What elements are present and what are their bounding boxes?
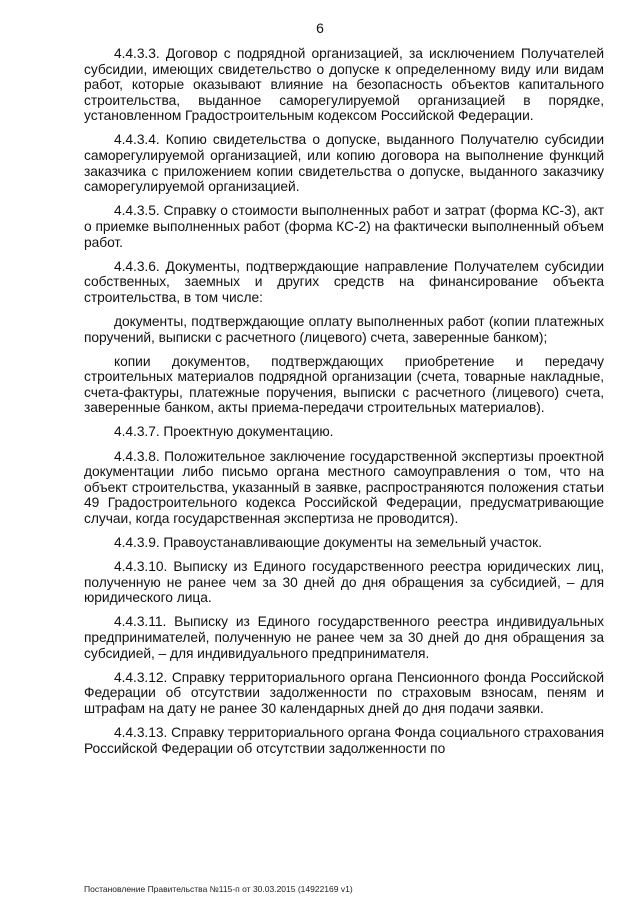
paragraph-4-4-3-12: 4.4.3.12. Справку территориального органа Пенсионного фонда Российской Федерации об отсутствии задолженности по страховым взносам, пеням и штрафам на дату не ранее 30 календарных дней до дня подачи заявки.: [84, 669, 604, 716]
paragraph-4-4-3-5: 4.4.3.5. Справку о стоимости выполненных работ и затрат (форма КС-3), акт о приемке выполненных работ (форма КС-2) на фактически выполненный объем работ.: [84, 203, 604, 250]
paragraph-4-4-3-8: 4.4.3.8. Положительное заключение государственной экспертизы проектной документации либо письмо органа местного самоуправления о том, что на объект строительства, указанный в заявке, распространяются положения статьи 49 Градостроительного кодекса Российской Федерации, предусматривающие случаи, когда государственная экспертиза не проводится).: [84, 448, 604, 526]
paragraph-4-4-3-13: 4.4.3.13. Справку территориального органа Фонда социального страхования Российской Федерации об отсутствии задолженности по: [84, 724, 604, 756]
paragraph-4-4-3-4: 4.4.3.4. Копию свидетельства о допуске, выданного Получателю субсидии саморегулируемой организацией, или копию договора на выполнение функций заказчика с приложением копии свидетельства о допуске, выданного заказчику саморегулируемой организацией.: [84, 132, 604, 195]
paragraph-4-4-3-6: 4.4.3.6. Документы, подтверждающие направление Получателем субсидии собственных, заемных и других средств на финансирование объекта строительства, в том числе:: [84, 258, 604, 305]
paragraph-material-documents: копии документов, подтверждающих приобретение и передачу строительных материалов подрядной организации (счета, товарные накладные, счета-фактуры, платежные поручения, выписки с расчетного (лицевого) счета, заверенные банком, акты приема-передачи строительных материалов).: [84, 353, 604, 416]
page-footer: Постановление Правительства №115-п от 30.03.2015 (14922169 v1): [84, 884, 353, 894]
paragraph-4-4-3-3: 4.4.3.3. Договор с подрядной организацией, за исключением Получателей субсидии, имеющих свидетельство о допуске к определенному виду или видам работ, которые оказывают влияние на безопасность объектов капитального строительства, выданное саморегулируемой организацией в порядке, установленном Градостроительным кодексом Российской Федерации.: [84, 46, 604, 124]
document-body: [84, 46, 604, 765]
paragraph-4-4-3-11: 4.4.3.11. Выписку из Единого государственного реестра индивидуальных предпринимателей, полученную не ранее чем за 30 дней до дня обращения за субсидией, – для индивидуального предпринимателя.: [84, 614, 604, 661]
page-number: 6: [316, 20, 324, 36]
paragraph-4-4-3-7: 4.4.3.7. Проектную документацию.: [114, 424, 334, 440]
paragraph-4-4-3-9: 4.4.3.9. Правоустанавливающие документы на земельный участок.: [114, 535, 542, 551]
paragraph-4-4-3-10: 4.4.3.10. Выписку из Единого государственного реестра юридических лиц, полученную не ранее чем за 30 дней до дня обращения за субсидией, – для юридического лица.: [84, 559, 604, 606]
paragraph-payment-documents: документы, подтверждающие оплату выполненных работ (копии платежных поручений, выписки с расчетного (лицевого) счета, заверенные банком);: [84, 313, 604, 345]
